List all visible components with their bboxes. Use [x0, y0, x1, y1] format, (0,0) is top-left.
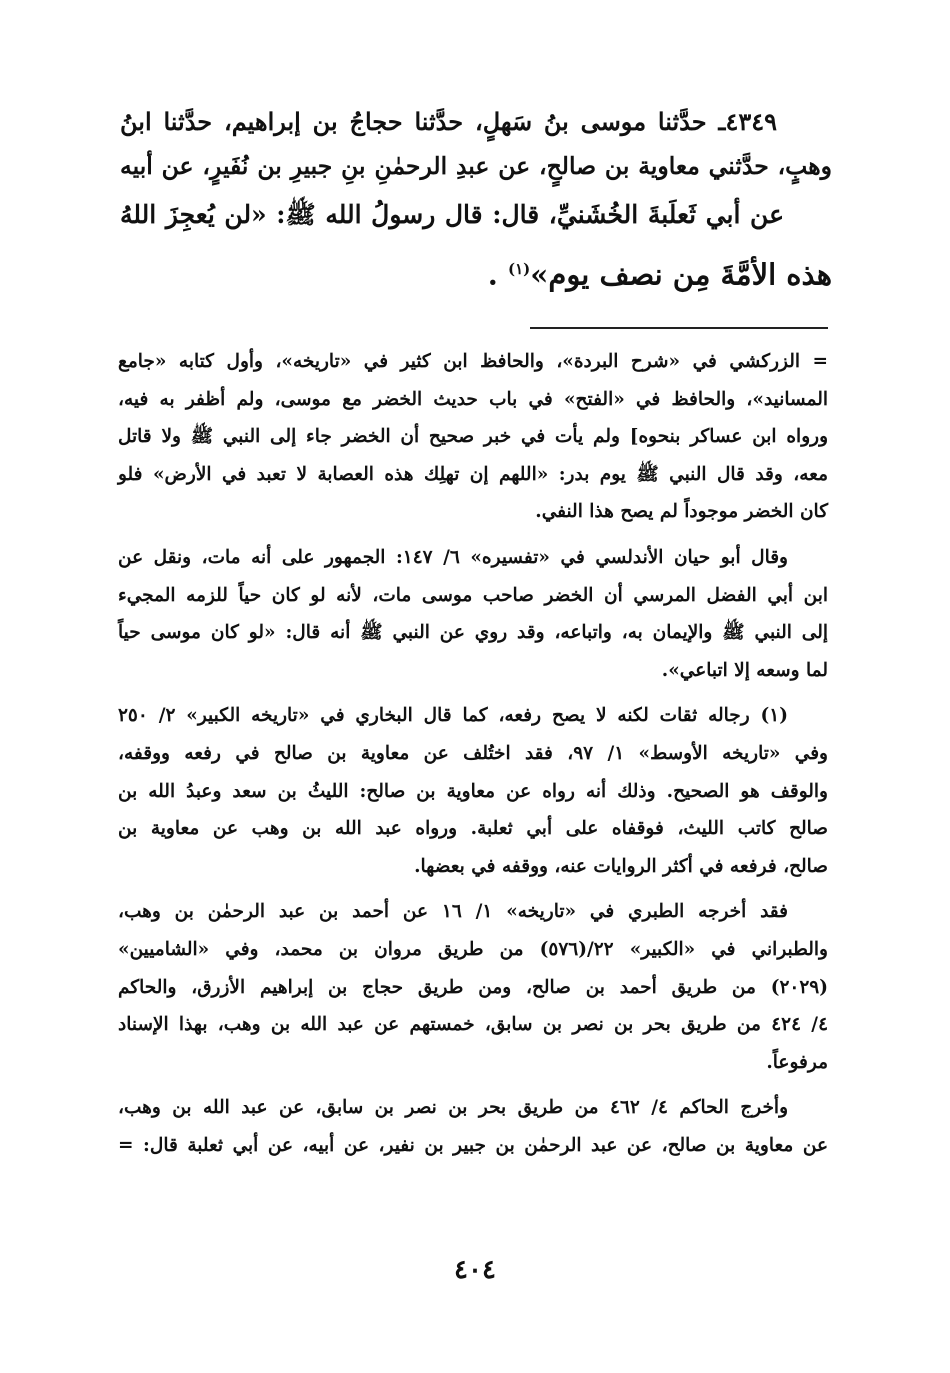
footnote-line: فقد أخرجه الطبري في «تاريخه» ١/ ١٦ عن أحمد بن عبد الرحمٰن بن وهب، — [118, 901, 789, 923]
footnote-paragraph — [118, 343, 828, 531]
footnote-reference: (١) — [507, 260, 531, 278]
hadith-line: ٤٣٤٩ـ حدَّثنا موسى بنُ سَهلٍ، حدَّثنا حجاجُ بن إبراهيم، حدَّثنا ابنُ — [120, 107, 777, 136]
footnote-line: (٢٠٢٩) من طريق أحمد بن صالح، ومن طريق حجاج بن إبراهيم الأزرق، والحاكم — [118, 976, 828, 998]
footnote-line: وقال أبو حيان الأندلسي في «تفسيره» ٦/ ١٤٧: الجمهور على أنه مات، ونقل عن — [118, 546, 788, 568]
hadith-line: وهبٍ، حدَّثني معاوية بن صالحٍ، عن عبدِ الرحمٰنِ بنِ جبيرِ بن نُفَيرٍ، عن أبيه — [120, 152, 832, 180]
footnote-line: صالح كاتب الليث، فوقفاه على أبي ثعلبة. ورواه عبد الله بن وهب عن معاوية بن — [118, 818, 828, 840]
footnote-line: إلى النبي ﷺ والإيمان به، واتباعه، وقد روي عن النبي ﷺ أنه قال: «لو كان موسى حياً — [118, 622, 828, 644]
hadith-end-dot: . — [487, 257, 498, 292]
footnote-line: ابن أبي الفضل المرسي أن الخضر صاحب موسى مات، لأنه لو كان حياً للزمه المجيء — [118, 584, 828, 606]
footnote-paragraph — [118, 539, 828, 689]
footnote-line: ٤/ ٤٢٤ من طريق بحر بن نصر بن سابق، خمستهم عن عبد الله بن وهب، بهذا الإسناد — [118, 1014, 828, 1036]
footnote-line: والوقف هو الصحيح. وذلك أنه رواه عن معاوية بن صالح: الليثُ بن سعد وعبدُ الله بن — [118, 780, 828, 802]
footnote-line: معه، وقد قال النبي ﷺ يوم بدر: «اللهم إن تهلِك هذه العصابة لا تعبد في الأرض» فلو — [118, 463, 828, 485]
footnote-line: عن معاوية بن صالح، عن عبد الرحمٰن بن جبير بن نفير، عن أبيه، عن أبي ثعلبة قال: = — [118, 1134, 828, 1156]
hadith-text — [120, 100, 832, 302]
hadith-line-text: هذه الأمَّةَ مِن نصف يوم» — [530, 257, 832, 292]
footnote-line: صالح، فرفعه في أكثر الروايات عنه، ووقفه في بعضها. — [414, 855, 828, 877]
hadith-line: عن أبي ثَعلَبةَ الخُشَنيِّ، قال: قال رسولُ الله ﷺ: «لن يُعجِزَ اللهُ — [120, 200, 784, 229]
footnote-line: والطبراني في «الكبير» ٢٢/(٥٧٦) من طريق مروان بن محمد، وفي «الشاميين» — [118, 938, 828, 960]
footnote-paragraph — [118, 697, 828, 885]
footnote-line: ورواه ابن عساكر بنحوه] ولم يأت في خبر صحيح أن الخضر جاء إلى النبي ﷺ ولا قاتل — [118, 426, 828, 448]
footnote-separator — [530, 327, 828, 329]
page-number: ٤٠٤ — [454, 1255, 496, 1285]
footnote-line: وأخرج الحاكم ٤/ ٤٦٢ من طريق بحر بن نصر بن سابق، عن عبد الله بن وهب، — [118, 1097, 789, 1119]
footnote-line: وفي «تاريخه الأوسط» ١/ ٩٧، فقد اختُلف عن معاوية بن صالح في رفعه ووقفه، — [118, 742, 828, 764]
footnote-line: لما وسعه إلا اتباعي». — [661, 659, 828, 681]
footnote-line: المسانيد»، والحافظ في «الفتح» في باب حديث الخضر مع موسى، ولم أظفر به فيه، — [118, 388, 828, 410]
footnote-line: (١) رجاله ثقات لكنه لا يصح رفعه، كما قال البخاري في «تاريخه الكبير» ٢/ ٢٥٠ — [118, 705, 788, 727]
footnotes — [118, 343, 828, 1172]
footnote-line: = الزركشي في «شرح البردة»، والحافظ ابن كثير في «تاريخه»، وأول كتابه «جامع — [118, 351, 828, 372]
footnote-line: مرفوعاً. — [766, 1051, 828, 1073]
footnote-paragraph — [118, 1089, 828, 1164]
hadith-line-last — [120, 242, 832, 302]
footnote-paragraph — [118, 893, 828, 1081]
footnote-line: كان الخضر موجوداً لم يصح هذا النفي. — [535, 501, 828, 523]
